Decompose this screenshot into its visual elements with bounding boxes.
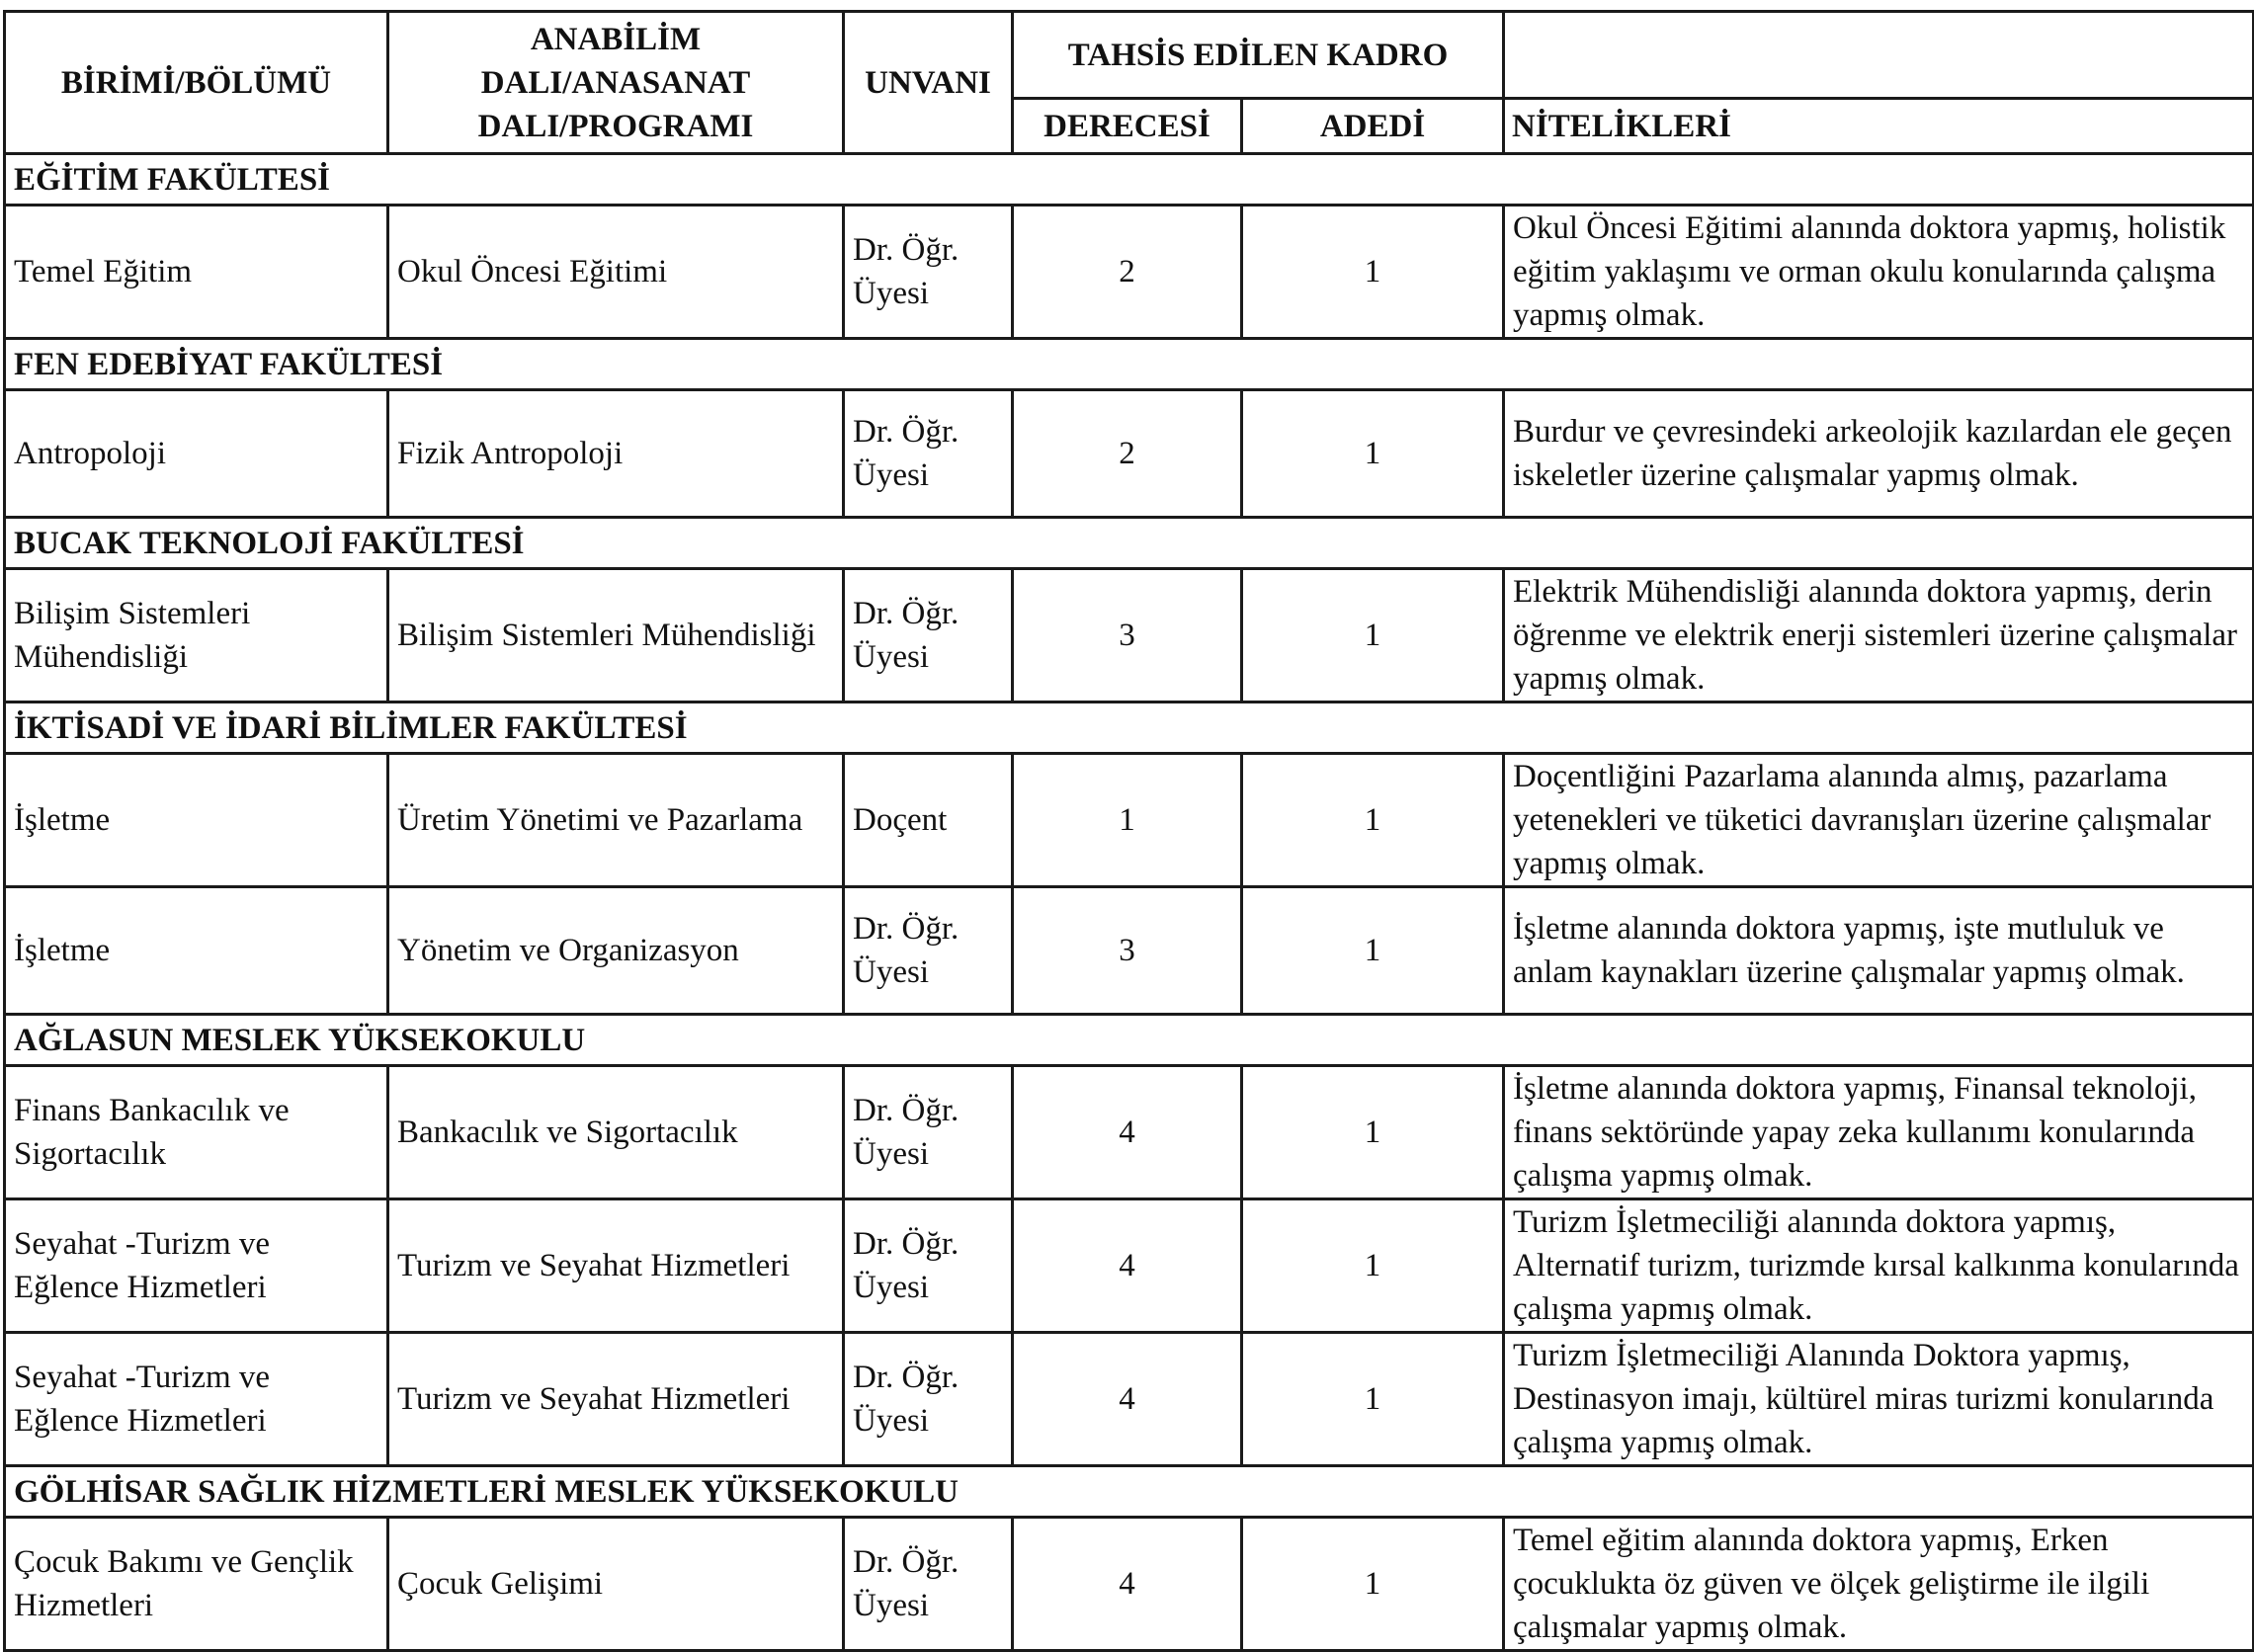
adet-cell: 1 xyxy=(1242,1199,1504,1333)
adet-cell: 1 xyxy=(1242,1066,1504,1199)
faculty-name: İKTİSADİ VE İDARİ BİLİMLER FAKÜLTESİ xyxy=(5,702,2254,754)
birim-cell: Antropoloji xyxy=(5,390,388,518)
unvan-cell: Dr. Öğr. Üyesi xyxy=(844,1066,1013,1199)
derece-cell: 4 xyxy=(1013,1199,1242,1333)
derece-cell: 2 xyxy=(1013,390,1242,518)
nitelik-cell: Burdur ve çevresindeki arkeolojik kazılardan ele geçen iskeletler üzerine çalışmalar yapmış olmak. xyxy=(1504,390,2254,518)
derece-cell: 4 xyxy=(1013,1066,1242,1199)
nitelik-cell: Turizm İşletmeciliği Alanında Doktora yapmış, Destinasyon imajı, kültürel miras turizmi konularında çalışma yapmış olmak. xyxy=(1504,1333,2254,1466)
faculty-name: GÖLHİSAR SAĞLIK HİZMETLERİ MESLEK YÜKSEKOKULU xyxy=(5,1466,2254,1518)
birim-cell: Seyahat -Turizm ve Eğlence Hizmetleri xyxy=(5,1199,388,1333)
adet-cell: 1 xyxy=(1242,206,1504,339)
header-birim: BİRİMİ/BÖLÜMÜ xyxy=(5,12,388,154)
birim-cell: Çocuk Bakımı ve Gençlik Hizmetleri xyxy=(5,1518,388,1651)
faculty-name: EĞİTİM FAKÜLTESİ xyxy=(5,154,2254,206)
faculty-name: FEN EDEBİYAT FAKÜLTESİ xyxy=(5,339,2254,390)
table-row xyxy=(5,1333,2254,1466)
unvan-cell: Doçent xyxy=(844,754,1013,887)
nitelik-cell: Temel eğitim alanında doktora yapmış, Erken çocuklukta öz güven ve ölçek geliştirme ile ilgili çalışmalar yapmış olmak. xyxy=(1504,1518,2254,1651)
unvan-cell: Dr. Öğr. Üyesi xyxy=(844,887,1013,1015)
header-nitelik: NİTELİKLERİ xyxy=(1504,99,2254,154)
adet-cell: 1 xyxy=(1242,1333,1504,1466)
table-row xyxy=(5,390,2254,518)
faculty-group-row xyxy=(5,154,2254,206)
faculty-group-row xyxy=(5,702,2254,754)
faculty-name: AĞLASUN MESLEK YÜKSEKOKULU xyxy=(5,1015,2254,1066)
unvan-cell: Dr. Öğr. Üyesi xyxy=(844,1333,1013,1466)
anabilim-cell: Bankacılık ve Sigortacılık xyxy=(388,1066,844,1199)
unvan-cell: Dr. Öğr. Üyesi xyxy=(844,206,1013,339)
anabilim-cell: Turizm ve Seyahat Hizmetleri xyxy=(388,1199,844,1333)
staff-allocation-table xyxy=(3,10,2254,1652)
unvan-cell: Dr. Öğr. Üyesi xyxy=(844,390,1013,518)
faculty-group-row xyxy=(5,1466,2254,1518)
birim-cell: Seyahat -Turizm ve Eğlence Hizmetleri xyxy=(5,1333,388,1466)
unvan-cell: Dr. Öğr. Üyesi xyxy=(844,1199,1013,1333)
adet-cell: 1 xyxy=(1242,887,1504,1015)
derece-cell: 3 xyxy=(1013,569,1242,702)
adet-cell: 1 xyxy=(1242,390,1504,518)
derece-cell: 3 xyxy=(1013,887,1242,1015)
header-row-top xyxy=(5,12,2254,99)
table-row xyxy=(5,1518,2254,1651)
header-kadro: TAHSİS EDİLEN KADRO xyxy=(1013,12,1504,99)
derece-cell: 4 xyxy=(1013,1518,1242,1651)
derece-cell: 1 xyxy=(1013,754,1242,887)
nitelik-cell: İşletme alanında doktora yapmış, Finansal teknoloji, finans sektöründe yapay zeka kullanımı konularında çalışma yapmış olmak. xyxy=(1504,1066,2254,1199)
anabilim-cell: Bilişim Sistemleri Mühendisliği xyxy=(388,569,844,702)
nitelik-cell: Okul Öncesi Eğitimi alanında doktora yapmış, holistik eğitim yaklaşımı ve orman okulu konularında çalışma yapmış olmak. xyxy=(1504,206,2254,339)
adet-cell: 1 xyxy=(1242,754,1504,887)
header-derece: DERECESİ xyxy=(1013,99,1242,154)
unvan-cell: Dr. Öğr. Üyesi xyxy=(844,569,1013,702)
derece-cell: 2 xyxy=(1013,206,1242,339)
table-row xyxy=(5,887,2254,1015)
derece-cell: 4 xyxy=(1013,1333,1242,1466)
faculty-name: BUCAK TEKNOLOJİ FAKÜLTESİ xyxy=(5,518,2254,569)
faculty-group-row xyxy=(5,1015,2254,1066)
nitelik-cell: Turizm İşletmeciliği alanında doktora yapmış, Alternatif turizm, turizmde kırsal kalkınma konularında çalışma yapmış olmak. xyxy=(1504,1199,2254,1333)
header-blank-cell xyxy=(1504,12,2254,99)
table-body xyxy=(5,154,2254,1651)
nitelik-cell: Elektrik Mühendisliği alanında doktora yapmış, derin öğrenme ve elektrik enerji sistemleri üzerine çalışmalar yapmış olmak. xyxy=(1504,569,2254,702)
adet-cell: 1 xyxy=(1242,1518,1504,1651)
anabilim-cell: Okul Öncesi Eğitimi xyxy=(388,206,844,339)
birim-cell: Bilişim Sistemleri Mühendisliği xyxy=(5,569,388,702)
adet-cell: 1 xyxy=(1242,569,1504,702)
faculty-group-row xyxy=(5,518,2254,569)
table-row xyxy=(5,754,2254,887)
nitelik-cell: Doçentliğini Pazarlama alanında almış, pazarlama yetenekleri ve tüketici davranışları üzerine çalışmalar yapmış olmak. xyxy=(1504,754,2254,887)
anabilim-cell: Üretim Yönetimi ve Pazarlama xyxy=(388,754,844,887)
table-row xyxy=(5,569,2254,702)
birim-cell: İşletme xyxy=(5,887,388,1015)
unvan-cell: Dr. Öğr. Üyesi xyxy=(844,1518,1013,1651)
faculty-group-row xyxy=(5,339,2254,390)
table-row xyxy=(5,1199,2254,1333)
anabilim-cell: Fizik Antropoloji xyxy=(388,390,844,518)
anabilim-cell: Turizm ve Seyahat Hizmetleri xyxy=(388,1333,844,1466)
header-adet: ADEDİ xyxy=(1242,99,1504,154)
nitelik-cell: İşletme alanında doktora yapmış, işte mutluluk ve anlam kaynakları üzerine çalışmalar yapmış olmak. xyxy=(1504,887,2254,1015)
header-unvan: UNVANI xyxy=(844,12,1013,154)
birim-cell: İşletme xyxy=(5,754,388,887)
anabilim-cell: Yönetim ve Organizasyon xyxy=(388,887,844,1015)
header-anabilim: ANABİLİM DALI/ANASANAT DALI/PROGRAMI xyxy=(388,12,844,154)
table-row xyxy=(5,1066,2254,1199)
anabilim-cell: Çocuk Gelişimi xyxy=(388,1518,844,1651)
birim-cell: Temel Eğitim xyxy=(5,206,388,339)
table-row xyxy=(5,206,2254,339)
birim-cell: Finans Bankacılık ve Sigortacılık xyxy=(5,1066,388,1199)
